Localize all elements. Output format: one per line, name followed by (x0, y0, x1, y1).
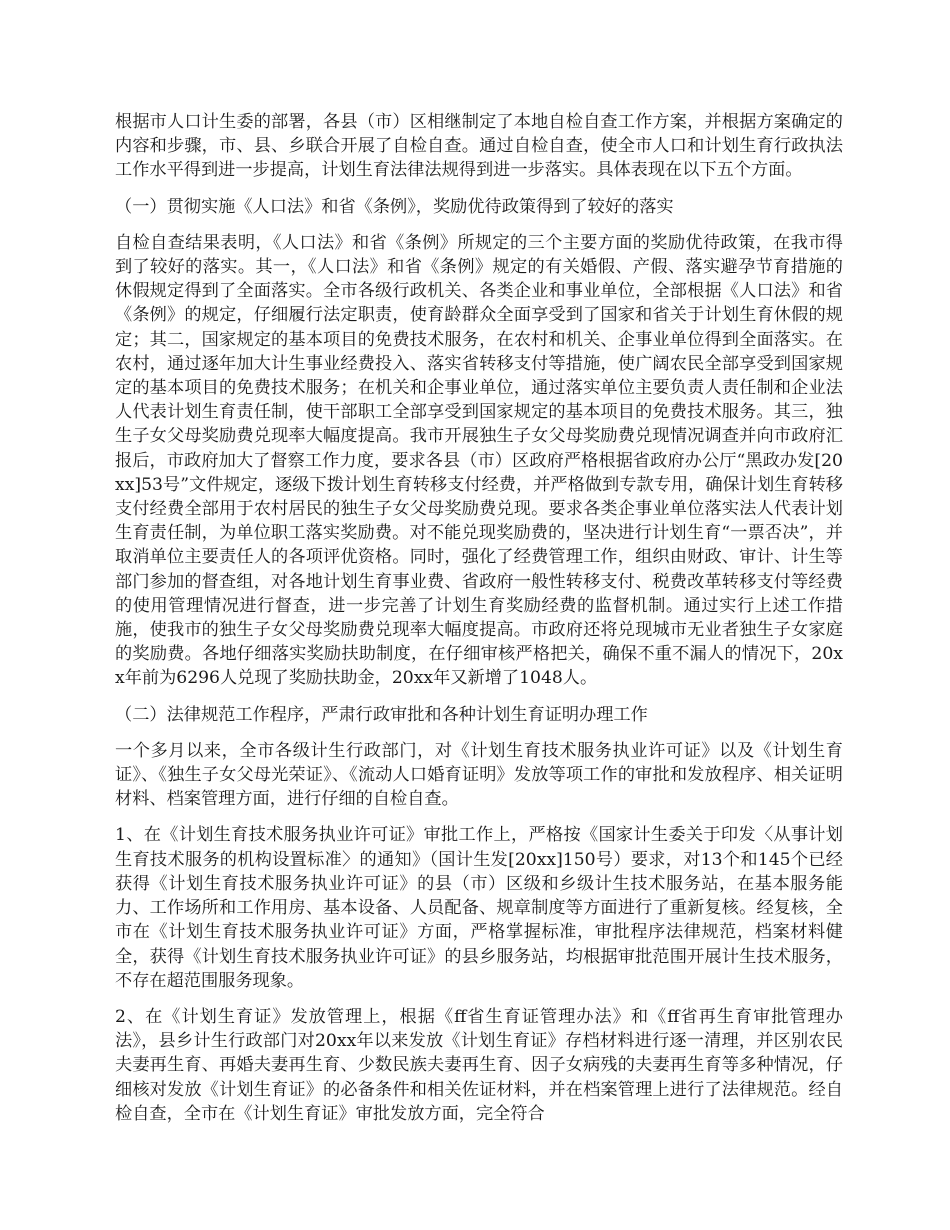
document-page (115, 110, 843, 1138)
section-heading-2: （二）法律规范工作程序，严肃行政审批和各种计划生育证明办理工作 (115, 704, 648, 725)
section-2-paragraph: 一个多月以来，全市各级计生行政部门，对《计划生育技术服务执业许可证》以及《计划生育证》、《独生子女父母光荣证》、《流动人口婚育证明》发放等项工作的审批和发放程序、相关证明材料、档案管理方面，进行仔细的自检自查。 (115, 740, 843, 810)
intro-paragraph: 根据市人口计生委的部署，各县（市）区相继制定了本地自检自查工作方案，并根据方案确定的内容和步骤，市、县、乡联合开展了自检自查。通过自检自查，使全市人口和计划生育行政执法工作水平得到进一步提高，计划生育法律法规得到进一步落实。具体表现在以下五个方面。 (115, 112, 843, 181)
section-heading-1: （一）贯彻实施《人口法》和省《条例》，奖励优待政策得到了较好的落实 (115, 196, 674, 217)
section-1-paragraph: 自检自查结果表明，《人口法》和省《条例》所规定的三个主要方面的奖励优待政策，在我市得到了较好的落实。其一，《人口法》和省《条例》规定的有关婚假、产假、落实避孕节育措施的休假规定得到了全面落实。全市各级行政机关、各类企业和事业单位，全部根据《人口法》和省《条例》的规定，仔细履行法定职责，使育龄群众全面享受到了国家和省关于计划生育休假的规定；其二，国家规定的基本项目的免费技术服务，在农村和机关、企事业单位得到全面落实。在农村，通过逐年加大计生事业经费投入、落实省转移支付等措施，使广阔农民全部享受到国家规定的基本项目的免费技术服务；在机关和企事业单位，通过落实单位主要负责人责任制和企业法人代表计划生育责任制，使干部职工全部享受到国家规定的基本项目的免费技术服务。其三，独生子女父母奖励费兑现率大幅度提高。我市开展独生子女父母奖励费兑现情况调查并向市政府汇报后，市政府加大了督察工作力度，要求各县（市）区政府严格根据省政府办公厅“黑政办发[20xx]53号”文件规定，逐级下拨计划生育转移支付经费，并严格做到专款专用，确保计划生育转移支付经费全部用于农村居民的独生子女父母奖励费兑现。要求各类企事业单位落实法人代表计划生育责任制，为单位职工落实奖励费。对不能兑现奖励费的，坚决进行计划生育“一票否决”，并取消单位主要责任人的各项评优资格。同时，强化了经费管理工作，组织由财政、审计、计生等部门参加的督查组，对各地计划生育事业费、省政府一般性转移支付、税费改革转移支付等经费的使用管理情况进行督查，进一步完善了计划生育奖励经费的监督机制。通过实行上述工作措施，使我市的独生子女父母奖励费兑现率大幅度提高。市政府还将兑现城市无业者独生子女家庭的奖励费。各地仔细落实奖励扶助制度，在仔细审核严格把关，确保不重不漏人的情况下，20xx年前为6296人兑现了奖励扶助金，20xx年又新增了1048人。 (115, 232, 843, 689)
section-2-item-2: 2、在《计划生育证》发放管理上，根据《ff省生育证管理办法》和《ff省再生育审批管理办法》，县乡计生行政部门对20xx年以来发放《计划生育证》存档材料进行逐一清理，并区别农民夫妻再生育、再婚夫妻再生育、少数民族夫妻再生育、因子女病残的夫妻再生育等多种情况，仔细核对发放《计划生育证》的必备条件和相关佐证材料，并在档案管理上进行了法律规范。经自检自查，全市在《计划生育证》审批发放方面，完全符合 (115, 1006, 843, 1124)
section-2-item-1: 1、在《计划生育技术服务执业许可证》审批工作上，严格按《国家计生委关于印发〈从事计划生育技术服务的机构设置标准〉的通知》（国计生发[20xx]150号）要求，对13个和145个已经获得《计划生育技术服务执业许可证》的县（市）区级和乡级计生技术服务站，在基本服务能力、工作场所和工作用房、基本设备、人员配备、规章制度等方面进行了重新复核。经复核，全市在《计划生育技术服务执业许可证》方面，严格掌握标准，审批程序法律规范，档案材料健全，获得《计划生育技术服务执业许可证》的县乡服务站，均根据审批范围开展计生技术服务，不存在超范围服务现象。 (115, 825, 843, 991)
